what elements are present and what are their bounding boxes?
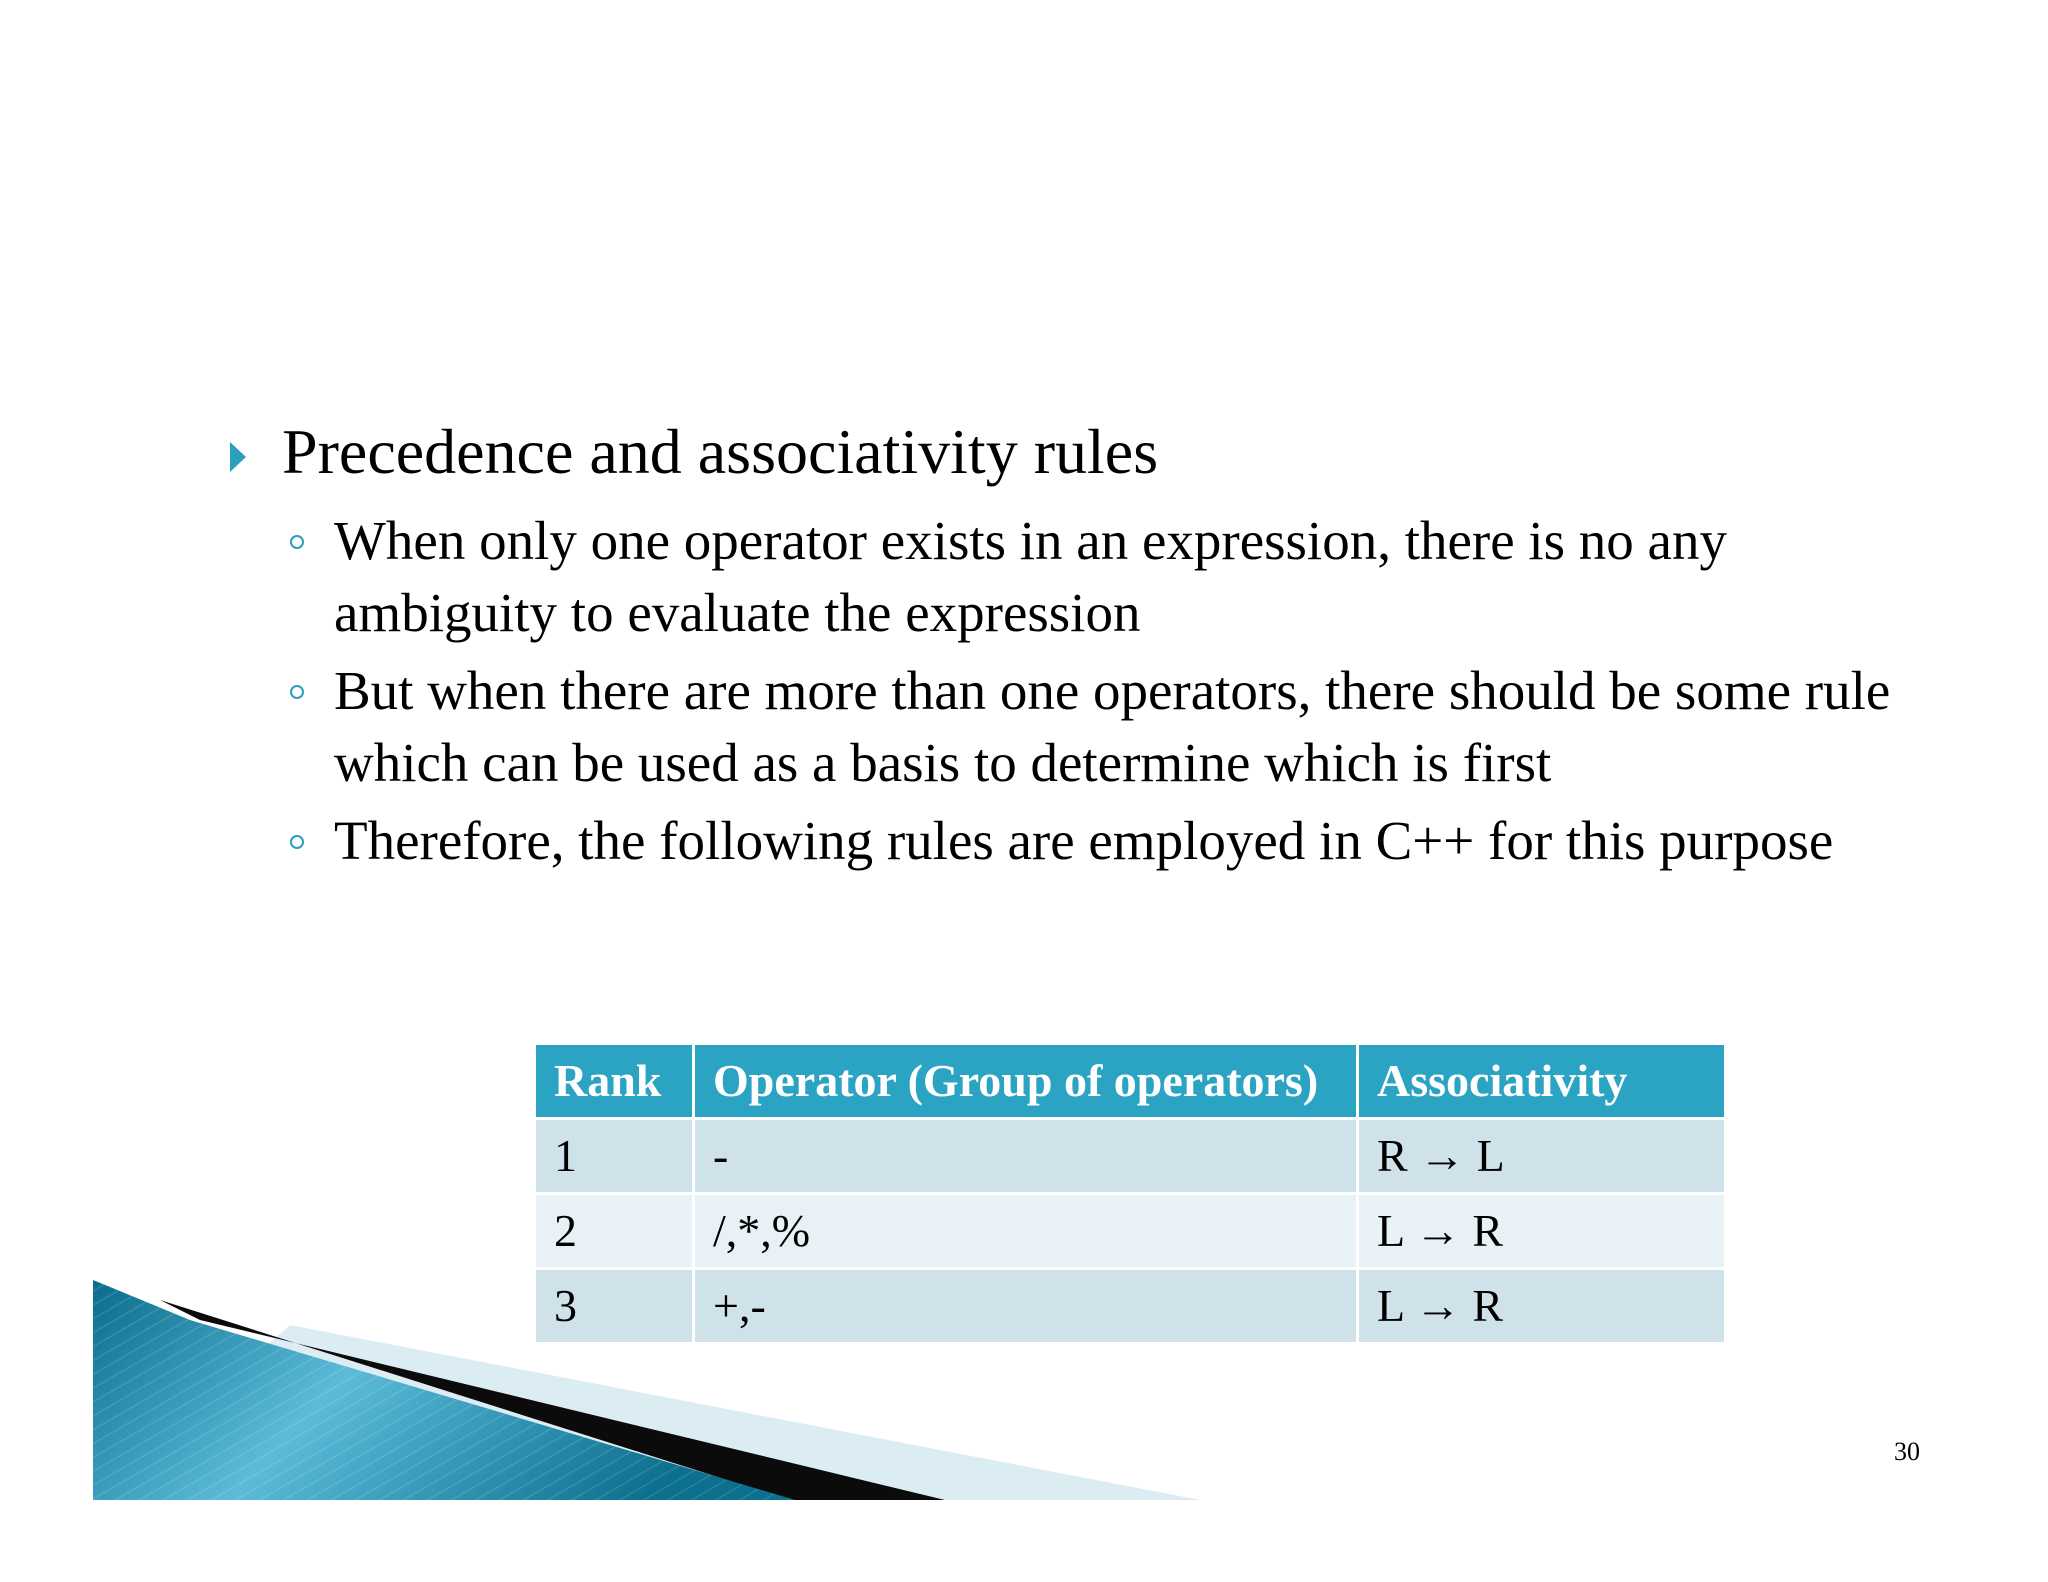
cell-associativity: L → R	[1358, 1269, 1726, 1344]
heading-row	[230, 412, 1930, 492]
circle-bullet-icon	[290, 685, 304, 699]
list-item	[290, 505, 1910, 649]
bullet-text: Therefore, the following rules are employed in C++ for this purpose	[334, 810, 1834, 871]
table-row	[535, 1119, 1726, 1194]
header-associativity: Associativity	[1358, 1044, 1726, 1119]
bullet-list	[290, 505, 1910, 883]
page-number: 30	[1894, 1437, 1920, 1466]
list-item	[290, 805, 1910, 877]
bullet-text: When only one operator exists in an expression, there is no any ambiguity to evaluate the expression	[334, 510, 1727, 643]
cell-rank: 1	[535, 1119, 694, 1194]
cell-associativity: L → R	[1358, 1194, 1726, 1269]
header-rank: Rank	[535, 1044, 694, 1119]
table-row	[535, 1194, 1726, 1269]
precedence-table	[533, 1042, 1727, 1345]
triangle-right-icon	[230, 442, 246, 472]
cell-operator: +,-	[694, 1269, 1358, 1344]
slide-heading: Precedence and associativity rules	[282, 416, 1159, 487]
cell-rank: 3	[535, 1269, 694, 1344]
cell-associativity: R → L	[1358, 1119, 1726, 1194]
cell-rank: 2	[535, 1194, 694, 1269]
bullet-text: But when there are more than one operators, there should be some rule which can be used as a basis to determine which is first	[334, 660, 1891, 793]
header-operator: Operator (Group of operators)	[694, 1044, 1358, 1119]
cell-operator: -	[694, 1119, 1358, 1194]
circle-bullet-icon	[290, 535, 304, 549]
table-row	[535, 1269, 1726, 1344]
circle-bullet-icon	[290, 835, 304, 849]
cell-operator: /,*,%	[694, 1194, 1358, 1269]
table-header-row	[535, 1044, 1726, 1119]
list-item	[290, 655, 1910, 799]
